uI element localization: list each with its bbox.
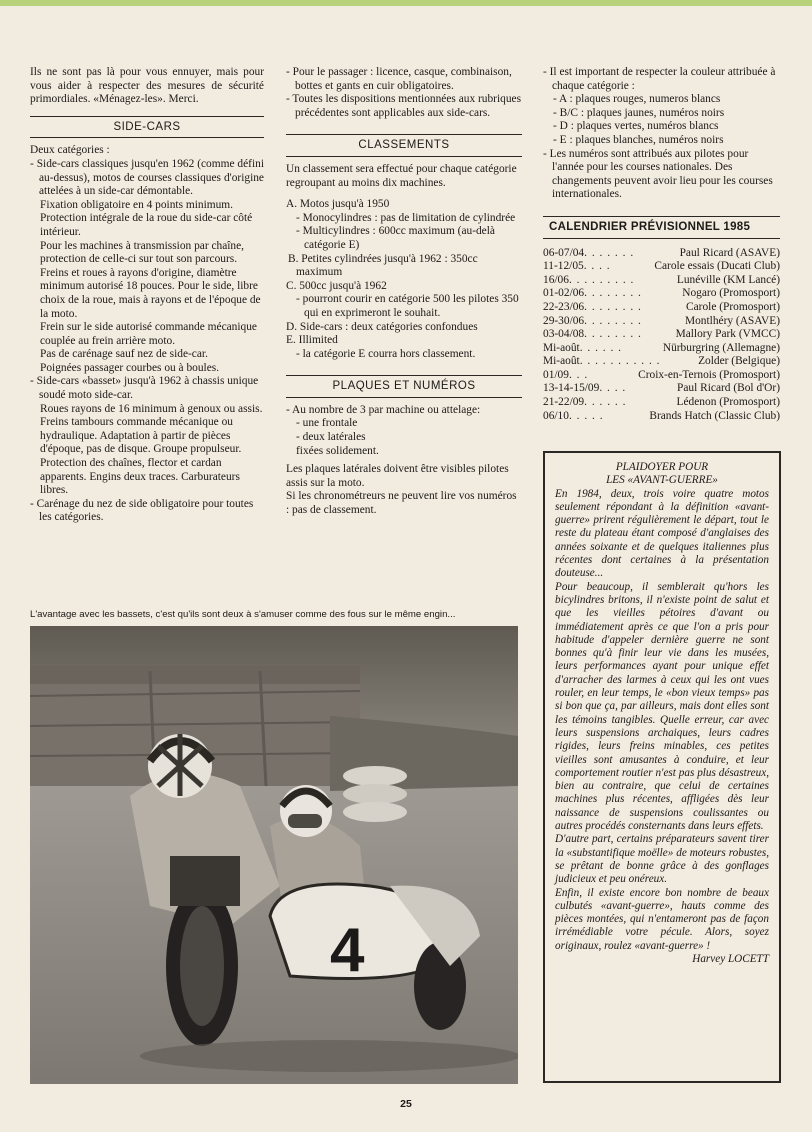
plaidoyer-paragraph: Enfin, il existe encore bon nombre de beaux culbutés «avant-guerre», hauts comme des pièces montées, qui n'entameront pas de façon irrémédiable votre pécule. Alors, soyez originaux, roulez «avant-guerre» ! bbox=[555, 886, 769, 952]
calendar-row bbox=[543, 382, 780, 396]
color-e: - E : plaques blanches, numéros noirs bbox=[553, 133, 724, 146]
calendar-event: Nogaro (Promosport) bbox=[682, 287, 780, 300]
calendar-event: Zolder (Belgique) bbox=[698, 355, 780, 368]
calendar-date: 16/06 bbox=[543, 273, 569, 286]
calendar-row bbox=[543, 342, 780, 356]
category-a-mono: - Monocylindres : pas de limitation de cylindrée bbox=[296, 211, 516, 224]
rule-paragraph: Frein sur le side autorisé commande mécanique couplée au frein arrière moto. bbox=[40, 321, 257, 347]
category-e: E. Illimited bbox=[286, 334, 338, 347]
calendar-date: Mi-août bbox=[543, 341, 580, 354]
rule-paragraph: Fixation obligatoire en 4 points minimum. bbox=[40, 198, 233, 211]
race-number: 4 bbox=[330, 916, 365, 985]
color-bc: - B/C : plaques jaunes, numéros noirs bbox=[553, 106, 725, 119]
plaidoyer-paragraph: Pour beaucoup, il semblerait qu'hors les bicylindres britons, il n'existe point de salut et que les vieilles pétoires d'avant ou immédiatement après ce que l'on a pris pour habitude d'appeler dernière guerre ne sont bonnes qu'à finir leur vie dans les musées, leurs performances ayant pour unique effet d'arracher des larmes à ceux qui les ont vues rouler, en leur temps, le «bon vieux temps» pas si bon que ça, par ailleurs, mais dont elles sont les témoins tangibles. Quelle erreur, car avec leurs suspensions archaiques, leurs cadres rigides, leurs freins minables, ces petites vieilles sont amusantes à conduire, et leur comportement routier n'est pas plus désastreux, bien au contraire, que celui de certaines machines plus récentes, affligées dès leur naissance de suspensions coulissantes ou autres procédés consternants dans leurs effets. bbox=[555, 580, 769, 833]
category-e-note: - la catégorie E courra hors classement. bbox=[296, 347, 476, 360]
category-c: C. 500cc jusqu'à 1962 bbox=[286, 279, 387, 292]
section-heading-classements: CLASSEMENTS bbox=[286, 134, 522, 157]
column-right bbox=[543, 66, 780, 423]
calendar-event: Montlhéry (ASAVE) bbox=[684, 314, 780, 327]
calendar-event: Lunéville (KM Lancé) bbox=[676, 273, 780, 286]
calendar-leader-dots: . . . . bbox=[599, 382, 627, 395]
calendar-row bbox=[543, 287, 780, 301]
calendar-leader-dots: . . . . . . bbox=[584, 396, 627, 409]
intro-paragraph: Ils ne sont pas là pour vous ennuyer, mais pour vous aider à respecter des mesures de sécurité primordiales. «Ménagez-les». Merci. bbox=[30, 66, 264, 106]
calendar-leader-dots: . . . . . . . . . bbox=[568, 273, 635, 286]
plaidoyer-box bbox=[543, 451, 781, 1083]
calendar-row bbox=[543, 274, 780, 288]
sidecar-classic-item: - Side-cars classiques jusqu'en 1962 (comme défini au-dessus), motos de courses classiques d'origine attelées à un side-car démontable. bbox=[30, 157, 264, 198]
calendar-date: 01/09 bbox=[543, 368, 569, 381]
rule-paragraph: Pas de carénage sauf nez de side-car. bbox=[40, 348, 208, 361]
calendar-date: 06-07/04 bbox=[543, 246, 585, 259]
plate-fixed: fixées solidement. bbox=[296, 444, 379, 457]
calendar-date: 03-04/08 bbox=[543, 328, 585, 341]
calendar-event: Carole essais (Ducati Club) bbox=[654, 260, 780, 273]
calendar-date: 29-30/06 bbox=[543, 314, 585, 327]
numbers-rule: - Les numéros sont attribués aux pilotes pour l'année pour les courses nationales. Des changements peuvent avoir lieu pour les courses internationales. bbox=[543, 147, 773, 201]
calendar-date: 06/10 bbox=[543, 409, 569, 422]
calendar-row bbox=[543, 301, 780, 315]
calendar-event: Brands Hatch (Classic Club) bbox=[649, 409, 780, 422]
calendar-row bbox=[543, 355, 780, 369]
categories-label: Deux catégories : bbox=[30, 144, 110, 157]
calendar-leader-dots: . . . . . . . . bbox=[584, 287, 642, 300]
fairing-item: - Carénage du nez de side obligatoire pour toutes les catégories. bbox=[30, 497, 254, 524]
calendar-event: Nürburgring (Allemagne) bbox=[662, 341, 780, 354]
plaidoyer-signature: Harvey LOCETT bbox=[692, 952, 769, 965]
column-left bbox=[30, 66, 264, 525]
top-color-band bbox=[0, 0, 812, 6]
plates-timekeepers: Si les chronométreurs ne peuvent lire vos numéros : pas de classement. bbox=[286, 490, 517, 517]
sidecar-photo-illustration bbox=[30, 626, 518, 1084]
calendar-row bbox=[543, 410, 780, 424]
page-number: 25 bbox=[400, 1098, 412, 1110]
category-a-multi: - Multicylindres : 600cc maximum (au-delà catégorie E) bbox=[296, 225, 495, 251]
category-a: A. Motos jusqu'à 1950 bbox=[286, 198, 390, 211]
calendar-date: 22-23/06 bbox=[543, 300, 585, 313]
category-d: D. Side-cars : deux catégories confondues bbox=[286, 320, 478, 333]
calendar-leader-dots: . . . . . . . . bbox=[584, 300, 642, 313]
category-b: B. Petites cylindrées jusqu'à 1962 : 350cc maximum bbox=[288, 252, 478, 279]
plaidoyer-subtitle: LES «AVANT-GUERRE» bbox=[606, 474, 718, 487]
passenger-rule: - Pour le passager : licence, casque, combinaison, bottes et gants en cuir obligatoires. bbox=[286, 66, 512, 92]
photo-caption: L'avantage avec les bassets, c'est qu'ils sont deux à s'amuser comme des fous sur le même engin... bbox=[30, 609, 456, 620]
rule-paragraph: Freins tambours commande mécanique ou hydraulique. Adaptation à partir de pièces d'époque, pas de disque. Groupe propulseur. Protection des chaînes, flector et cardan apparents. Engins deux traces. Carburateurs libres. bbox=[40, 416, 242, 497]
calendar-list bbox=[543, 247, 780, 424]
calendar-date: Mi-août bbox=[543, 355, 580, 368]
section-heading-calendar: CALENDRIER PRÉVISIONNEL 1985 bbox=[543, 216, 780, 239]
calendar-row bbox=[543, 315, 780, 329]
rule-paragraph: Roues rayons de 16 minimum à genoux ou assis. bbox=[40, 402, 263, 415]
calendar-row bbox=[543, 260, 780, 274]
plaidoyer-paragraph: En 1984, deux, trois voire quatre motos seulement répondant à la définition «avant-guerre» prirent régulièrement le départ, tout le reste du plateau étant composé d'anglaises des années soixante et de quelques italiennes plus récentes dont certaines à la présentation douteuse... bbox=[555, 487, 769, 580]
calendar-date: 13-14-15/09 bbox=[543, 382, 600, 395]
plate-front: - une frontale bbox=[296, 417, 358, 430]
column-middle bbox=[286, 66, 522, 518]
rule-paragraph: Protection intégrale de la roue du side-car côté intérieur. bbox=[40, 212, 253, 238]
calendar-leader-dots: . . . . . . . . bbox=[584, 314, 642, 327]
rule-paragraph: Pour les machines à transmission par chaîne, protection de celle-ci sur tout son parcours. bbox=[40, 239, 245, 266]
calendar-event: Lédenon (Promosport) bbox=[676, 396, 780, 409]
category-c-note: - pourront courir en catégorie 500 les pilotes 350 qui en exprimeront le souhait. bbox=[296, 293, 519, 319]
calendar-event: Mallory Park (VMCC) bbox=[675, 328, 780, 341]
calendar-event: Paul Ricard (ASAVE) bbox=[679, 246, 780, 259]
classements-intro: Un classement sera effectué pour chaque catégorie regroupant au moins dix machines. bbox=[286, 162, 517, 189]
calendar-date: 11-12/05 bbox=[543, 260, 584, 273]
color-a: - A : plaques rouges, numeros blancs bbox=[553, 93, 721, 106]
calendar-leader-dots: . . . . . bbox=[568, 409, 604, 422]
section-heading-side-cars: SIDE-CARS bbox=[30, 116, 264, 139]
calendar-row bbox=[543, 369, 780, 383]
calendar-leader-dots: . . . . . . bbox=[579, 341, 623, 354]
calendar-leader-dots: . . . . bbox=[583, 260, 611, 273]
rule-paragraph: Freins et roues à rayons d'origine, diamètre minimum autorisé 18 pouces. Pour le side, libre choix de la roue, mais à rayons et de l'époque de la moto. bbox=[40, 266, 261, 320]
calendar-event: Croix-en-Ternois (Promosport) bbox=[638, 368, 780, 381]
plates-visible: Les plaques latérales doivent être visibles pilotes assis sur la moto. bbox=[286, 463, 509, 489]
sidecar-basset-item: - Side-cars «basset» jusqu'à 1962 à chassis unique soudé moto side-car. bbox=[30, 375, 259, 402]
plates-count: - Au nombre de 3 par machine ou attelage: bbox=[286, 403, 481, 416]
calendar-event: Paul Ricard (Bol d'Or) bbox=[677, 382, 780, 395]
calendar-leader-dots: . . . . . . . . . . . bbox=[579, 355, 661, 368]
sidecar-race-photo bbox=[30, 626, 518, 1084]
calendar-date: 01-02/06 bbox=[543, 287, 585, 300]
color-rule: - Il est important de respecter la couleur attribuée à chaque catégorie : bbox=[543, 66, 776, 92]
calendar-row bbox=[543, 247, 780, 261]
calendar-date: 21-22/09 bbox=[543, 396, 585, 409]
applicable-rule: - Toutes les dispositions mentionnées aux rubriques précédentes sont applicables aux side-cars. bbox=[286, 93, 522, 119]
color-d: - D : plaques vertes, numéros blancs bbox=[553, 120, 719, 133]
calendar-leader-dots: . . . . . . . . bbox=[584, 328, 642, 341]
plate-sides: - deux latérales bbox=[296, 431, 366, 444]
calendar-leader-dots: . . . . . . . bbox=[584, 246, 635, 259]
rule-paragraph: Poignées passager courbes ou à boules. bbox=[40, 361, 220, 374]
section-heading-plaques: PLAQUES ET NUMÉROS bbox=[286, 375, 522, 398]
plaidoyer-title: PLAIDOYER POUR bbox=[615, 461, 709, 473]
plaidoyer-paragraph: D'autre part, certains préparateurs savent tirer la «substantifique moëlle» de moteurs robustes, se prêtant de bonne grâce à des gonflages judicieux et peu onéreux. bbox=[555, 833, 769, 886]
calendar-event: Carole (Promosport) bbox=[686, 300, 780, 313]
calendar-row bbox=[543, 396, 780, 410]
calendar-row bbox=[543, 328, 780, 342]
calendar-leader-dots: . . . bbox=[568, 368, 589, 381]
